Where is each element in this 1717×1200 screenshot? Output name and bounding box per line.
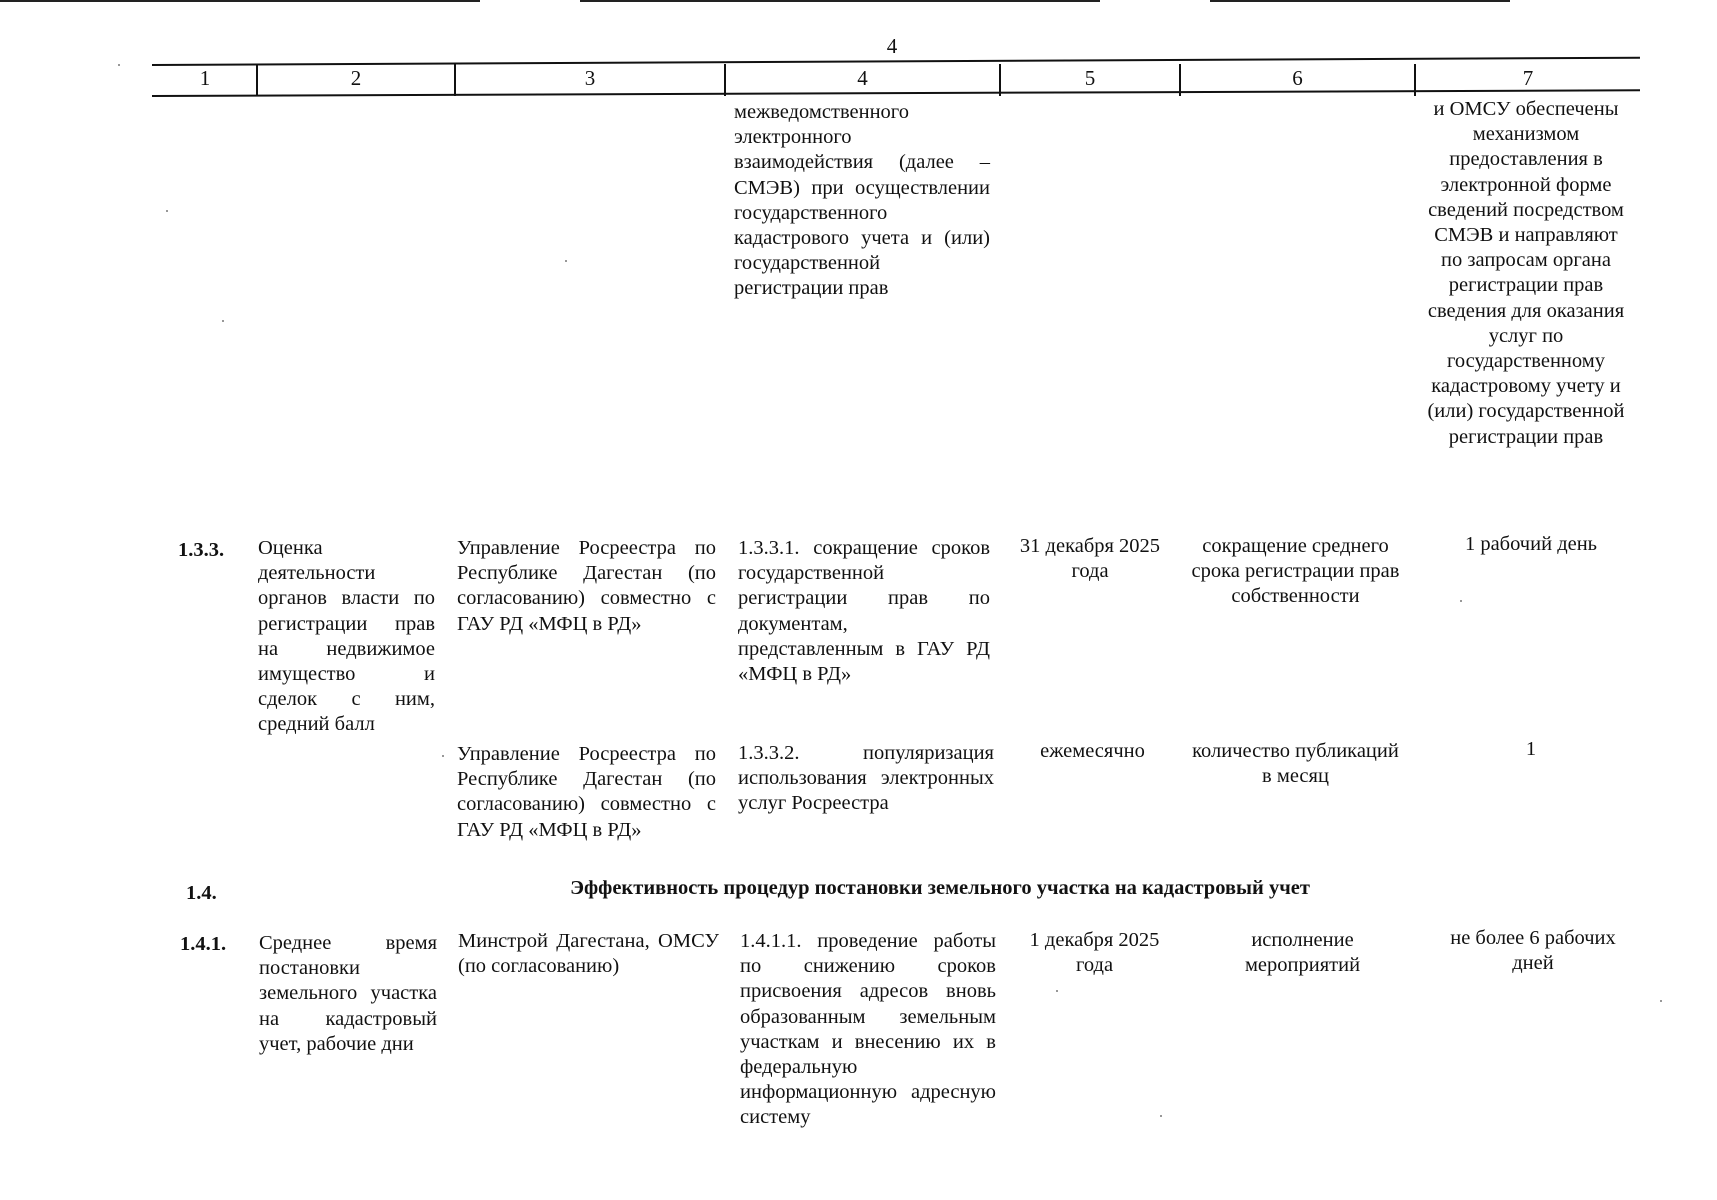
measure-text: 1.3.3.1. сокращение сроков государственной регистрации прав по документам, представленным в ГАУ РД «МФЦ в РД» — [738, 537, 990, 686]
column-header-1: 1 — [199, 66, 211, 90]
continuation-measure: межведомственного электронного взаимодействия (далее – СМЭВ) при осуществлении государственного кадастрового учета и (или) государственной регистрации прав — [734, 101, 990, 300]
deadline-text: 31 декабря 2025 года — [1019, 535, 1161, 583]
indicator-text: Оценка деятельности органов власти по регистрации прав на недвижимое имущество и сделок с ним, средний балл — [258, 537, 435, 736]
deadline-text: 1 декабря 2025 года — [1029, 929, 1160, 977]
row-number: 1.4.1. — [180, 933, 227, 955]
section-title: Эффективность процедур постановки земельного участка на кадастровый учет — [570, 877, 1310, 899]
result-text: исполнение мероприятий — [1244, 929, 1361, 977]
column-header-2: 2 — [256, 64, 454, 96]
continuation-target: и ОМСУ обеспечены механизмом предоставления в электронной форме сведений посредством СМЭВ и направляют по запросам органа регистрации прав сведения для оказания услуг по государственному кадастровому учету и (или) государственной регистрации прав — [1427, 98, 1625, 448]
result-text: количество публикаций в месяц — [1192, 740, 1399, 788]
column-header-4: 4 — [724, 64, 999, 96]
scan-speck — [166, 210, 168, 212]
measure-text: 1.3.3.2. популяризация использования электронных услуг Росреестра — [738, 742, 994, 815]
column-header-7: 7 — [1414, 64, 1640, 96]
deadline-text: ежемесячно — [1040, 740, 1145, 762]
scan-speck — [118, 64, 120, 66]
target-value: 1 рабочий день — [1464, 533, 1598, 555]
responsible-text: Минстрой Дагестана, ОМСУ (по согласованию) — [458, 930, 719, 978]
column-header-6: 6 — [1179, 64, 1414, 96]
column-header-3: 3 — [454, 64, 724, 96]
table-header — [152, 58, 1640, 96]
target-value: не более 6 рабочих дней — [1450, 927, 1616, 975]
responsible-text: Управление Росреестра по Республике Дагестан (по согласованию) совместно с ГАУ РД «МФЦ в РД» — [457, 537, 716, 635]
scan-speck — [1660, 1000, 1662, 1002]
scan-speck — [442, 755, 444, 757]
measure-text: 1.4.1.1. проведение работы по снижению сроков присвоения адресов вновь образованным земельным участкам и внесению их в федеральную информационную адресную систему — [740, 930, 996, 1129]
responsible-text: Управление Росреестра по Республике Дагестан (по согласованию) совместно с ГАУ РД «МФЦ в РД» — [457, 743, 716, 841]
page-number: 4 — [886, 34, 898, 58]
scan-speck — [1056, 990, 1058, 992]
section-number: 1.4. — [186, 882, 217, 904]
indicator-text: Среднее время постановки земельного участка на кадастровый учет, рабочие дни — [259, 932, 437, 1055]
scan-speck — [1160, 1115, 1162, 1117]
scan-edge — [0, 0, 1717, 6]
target-value: 1 — [1525, 738, 1537, 760]
scan-speck — [222, 320, 224, 322]
result-text: сокращение среднего срока регистрации прав собственности — [1191, 535, 1400, 608]
row-number: 1.3.3. — [178, 539, 225, 561]
scan-speck — [1460, 600, 1462, 602]
column-header-5: 5 — [999, 64, 1179, 96]
scan-speck — [565, 260, 567, 262]
